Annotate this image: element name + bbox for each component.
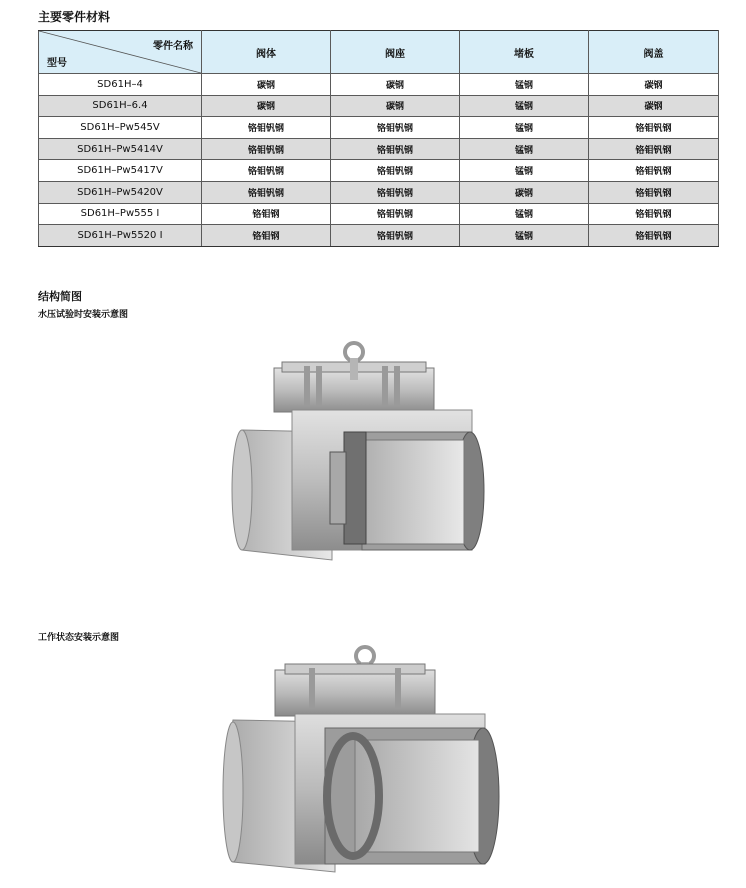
- corner-label-parts: 零件名称: [153, 41, 193, 52]
- material-cell: 铬钼钒钢: [331, 225, 460, 247]
- material-cell: 铬钼钒钢: [589, 203, 719, 225]
- material-cell: 铬钼钒钢: [202, 138, 331, 160]
- table-row: [39, 160, 719, 182]
- material-cell: 锰钢: [460, 160, 589, 182]
- material-cell: 铬钼钒钢: [331, 160, 460, 182]
- material-cell: 铬钼钒钢: [202, 160, 331, 182]
- column-header: 阀盖: [589, 31, 719, 74]
- column-header: 堵板: [460, 31, 589, 74]
- table-row: [39, 95, 719, 117]
- model-cell: SD61H–Pw555 Ⅰ: [39, 203, 202, 225]
- section-title-structure: 结构简图: [38, 290, 82, 303]
- model-cell: SD61H–6.4: [39, 95, 202, 117]
- material-cell: 铬钼钢: [202, 225, 331, 247]
- material-cell: 碳钢: [202, 74, 331, 96]
- material-cell: 碳钢: [331, 95, 460, 117]
- table-row: [39, 225, 719, 247]
- material-cell: 锰钢: [460, 95, 589, 117]
- material-cell: 碳钢: [331, 74, 460, 96]
- materials-table: [38, 30, 719, 247]
- material-cell: 铬钼钒钢: [202, 181, 331, 203]
- material-cell: 铬钼钒钢: [589, 181, 719, 203]
- material-cell: 碳钢: [460, 181, 589, 203]
- material-cell: 铬钼钒钢: [331, 138, 460, 160]
- material-cell: 碳钢: [202, 95, 331, 117]
- model-cell: SD61H–Pw5520 Ⅰ: [39, 225, 202, 247]
- model-cell: SD61H–Pw545V: [39, 117, 202, 139]
- material-cell: 铬钼钒钢: [589, 225, 719, 247]
- caption-hydro-test: 水压试验时安装示意图: [38, 310, 129, 320]
- model-cell: SD61H–Pw5420V: [39, 181, 202, 203]
- model-cell: SD61H–4: [39, 74, 202, 96]
- material-cell: 铬钼钒钢: [331, 117, 460, 139]
- table-row: [39, 74, 719, 96]
- valve-cutaway-hydro-test-illustration: [212, 340, 502, 570]
- column-header: 阀体: [202, 31, 331, 74]
- column-header: 阀座: [331, 31, 460, 74]
- model-cell: SD61H–Pw5417V: [39, 160, 202, 182]
- material-cell: 碳钢: [589, 74, 719, 96]
- material-cell: 铬钼钒钢: [202, 117, 331, 139]
- caption-working-state: 工作状态安装示意图: [38, 633, 120, 643]
- section-title-materials: 主要零件材料: [38, 10, 111, 24]
- material-cell: 铬钼钢: [202, 203, 331, 225]
- material-cell: 锰钢: [460, 74, 589, 96]
- table-row: [39, 138, 719, 160]
- model-cell: SD61H–Pw5414V: [39, 138, 202, 160]
- material-cell: 铬钼钒钢: [589, 117, 719, 139]
- material-cell: 锰钢: [460, 117, 589, 139]
- table-row: [39, 181, 719, 203]
- material-cell: 锰钢: [460, 225, 589, 247]
- table-corner-header: [39, 31, 202, 74]
- table-row: [39, 203, 719, 225]
- table-row: [39, 117, 719, 139]
- material-cell: 锰钢: [460, 138, 589, 160]
- material-cell: 铬钼钒钢: [331, 203, 460, 225]
- valve-cutaway-working-state-illustration: [205, 640, 505, 880]
- material-cell: 铬钼钒钢: [589, 138, 719, 160]
- material-cell: 碳钢: [589, 95, 719, 117]
- material-cell: 锰钢: [460, 203, 589, 225]
- corner-label-model: 型号: [47, 58, 67, 69]
- material-cell: 铬钼钒钢: [589, 160, 719, 182]
- table-header-row: [39, 31, 719, 74]
- material-cell: 铬钼钒钢: [331, 181, 460, 203]
